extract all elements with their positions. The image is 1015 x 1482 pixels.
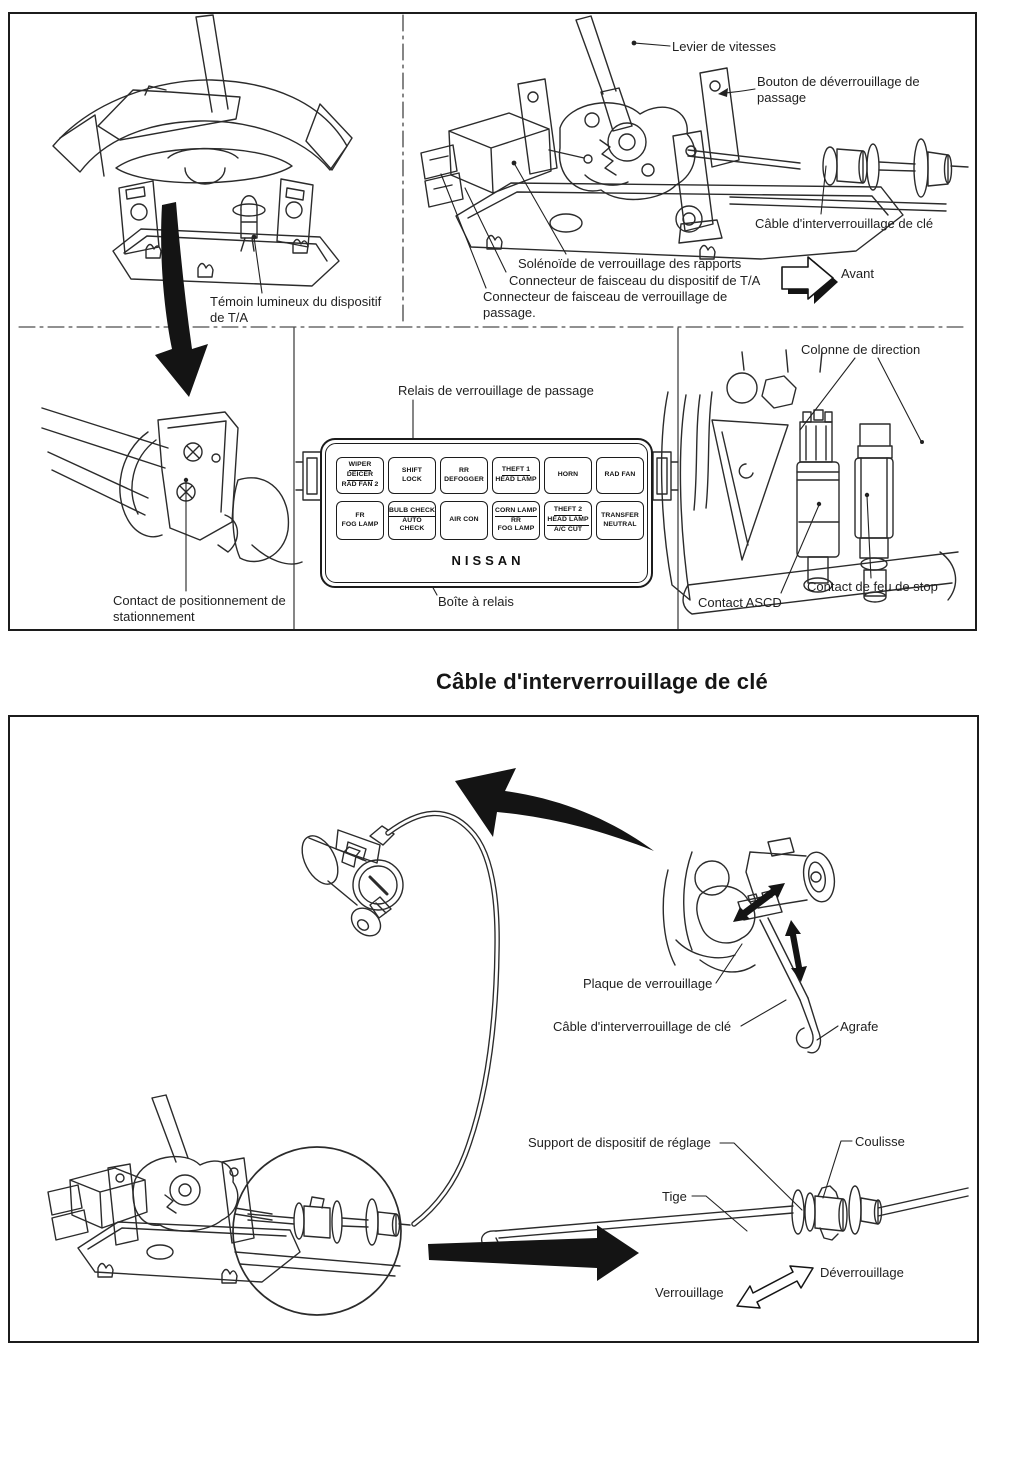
label-stop-lamp-switch: Contact de feu de stop (807, 579, 938, 594)
label-shift-lever: Levier de vitesses (672, 39, 777, 54)
label-adjuster-bracket: Support de dispositif de réglage (528, 1135, 711, 1150)
label-lock: Verrouillage (655, 1285, 724, 1300)
label-lock-plate: Plaque de verrouillage (583, 976, 713, 991)
relay-cell: FR FOG LAMP (336, 501, 384, 540)
steering-column-switches-drawing (662, 350, 958, 614)
lock-unlock-direction-arrow (737, 1266, 813, 1308)
page-title: Câble d'interverrouillage de clé (436, 669, 768, 694)
label-park-position-switch: Contact de positionnement de stationnement (113, 593, 286, 625)
label-unlock: Déverrouillage (820, 1265, 904, 1280)
relay-cell: BULB CHECK AUTO CHECK (388, 501, 436, 540)
relay-cell: SHIFT LOCK (388, 457, 436, 494)
label-relay-box: Boîte à relais (438, 594, 514, 609)
relay-box-brand: NISSAN (451, 553, 525, 568)
label-rod: Tige (662, 1189, 687, 1204)
relay-cell: THEFT 1 HEAD LAMP (492, 457, 540, 494)
park-position-switch-drawing (42, 408, 302, 564)
label-shift-lock-solenoid: Solénoïde de verrouillage des rapports (518, 256, 742, 271)
relay-cell: CORN LAMP RR FOG LAMP (492, 501, 540, 540)
relay-cell: AIR CON (440, 501, 488, 540)
relay-cell: HORN (544, 457, 592, 494)
label-shift-lock-harness-connector: Connecteur de faisceau de verrouillage de passage. (483, 289, 728, 321)
label-steering-column: Colonne de direction (801, 342, 921, 357)
label-shift-lock-relay: Relais de verrouillage de passage (398, 383, 594, 398)
lock-plate-motion-arrows (733, 883, 807, 982)
relay-cell: RR DEFOGGER (440, 457, 488, 494)
relay-cell: THEFT 2 HEAD LAMP A/C CUT (544, 501, 592, 540)
label-clip: Agrafe (840, 1019, 879, 1034)
shifter-console-drawing (53, 15, 352, 286)
label-ascd-switch: Contact ASCD (698, 595, 782, 610)
relay-cell: TRANSFER NEUTRAL (596, 501, 644, 540)
label-key-interlock-cable-2: Câble d'interverrouillage de clé (553, 1019, 732, 1034)
detail-pointer-arrow-right (428, 1225, 639, 1281)
label-key-interlock-cable: Câble d'interverrouillage de clé (755, 216, 934, 231)
key-cylinder-drawing (295, 813, 497, 1224)
shifter-cable-end-drawing (48, 1095, 410, 1315)
label-ta-indicator: Témoin lumineux du dispositif de T/A (210, 294, 382, 326)
relay-cell: WIPER DEICER RAD FAN 2 (336, 457, 384, 494)
label-shift-release-button: Bouton de déverrouillage de passage (757, 74, 920, 106)
detail-pointer-arrow-curved (455, 768, 654, 851)
relay-cell: RAD FAN (596, 457, 644, 494)
avant-direction-arrow (782, 257, 838, 304)
label-slide: Coulisse (855, 1134, 905, 1149)
label-front: Avant (841, 266, 875, 281)
label-ta-harness-connector: Connecteur de faisceau du dispositif de T/A (509, 273, 761, 288)
